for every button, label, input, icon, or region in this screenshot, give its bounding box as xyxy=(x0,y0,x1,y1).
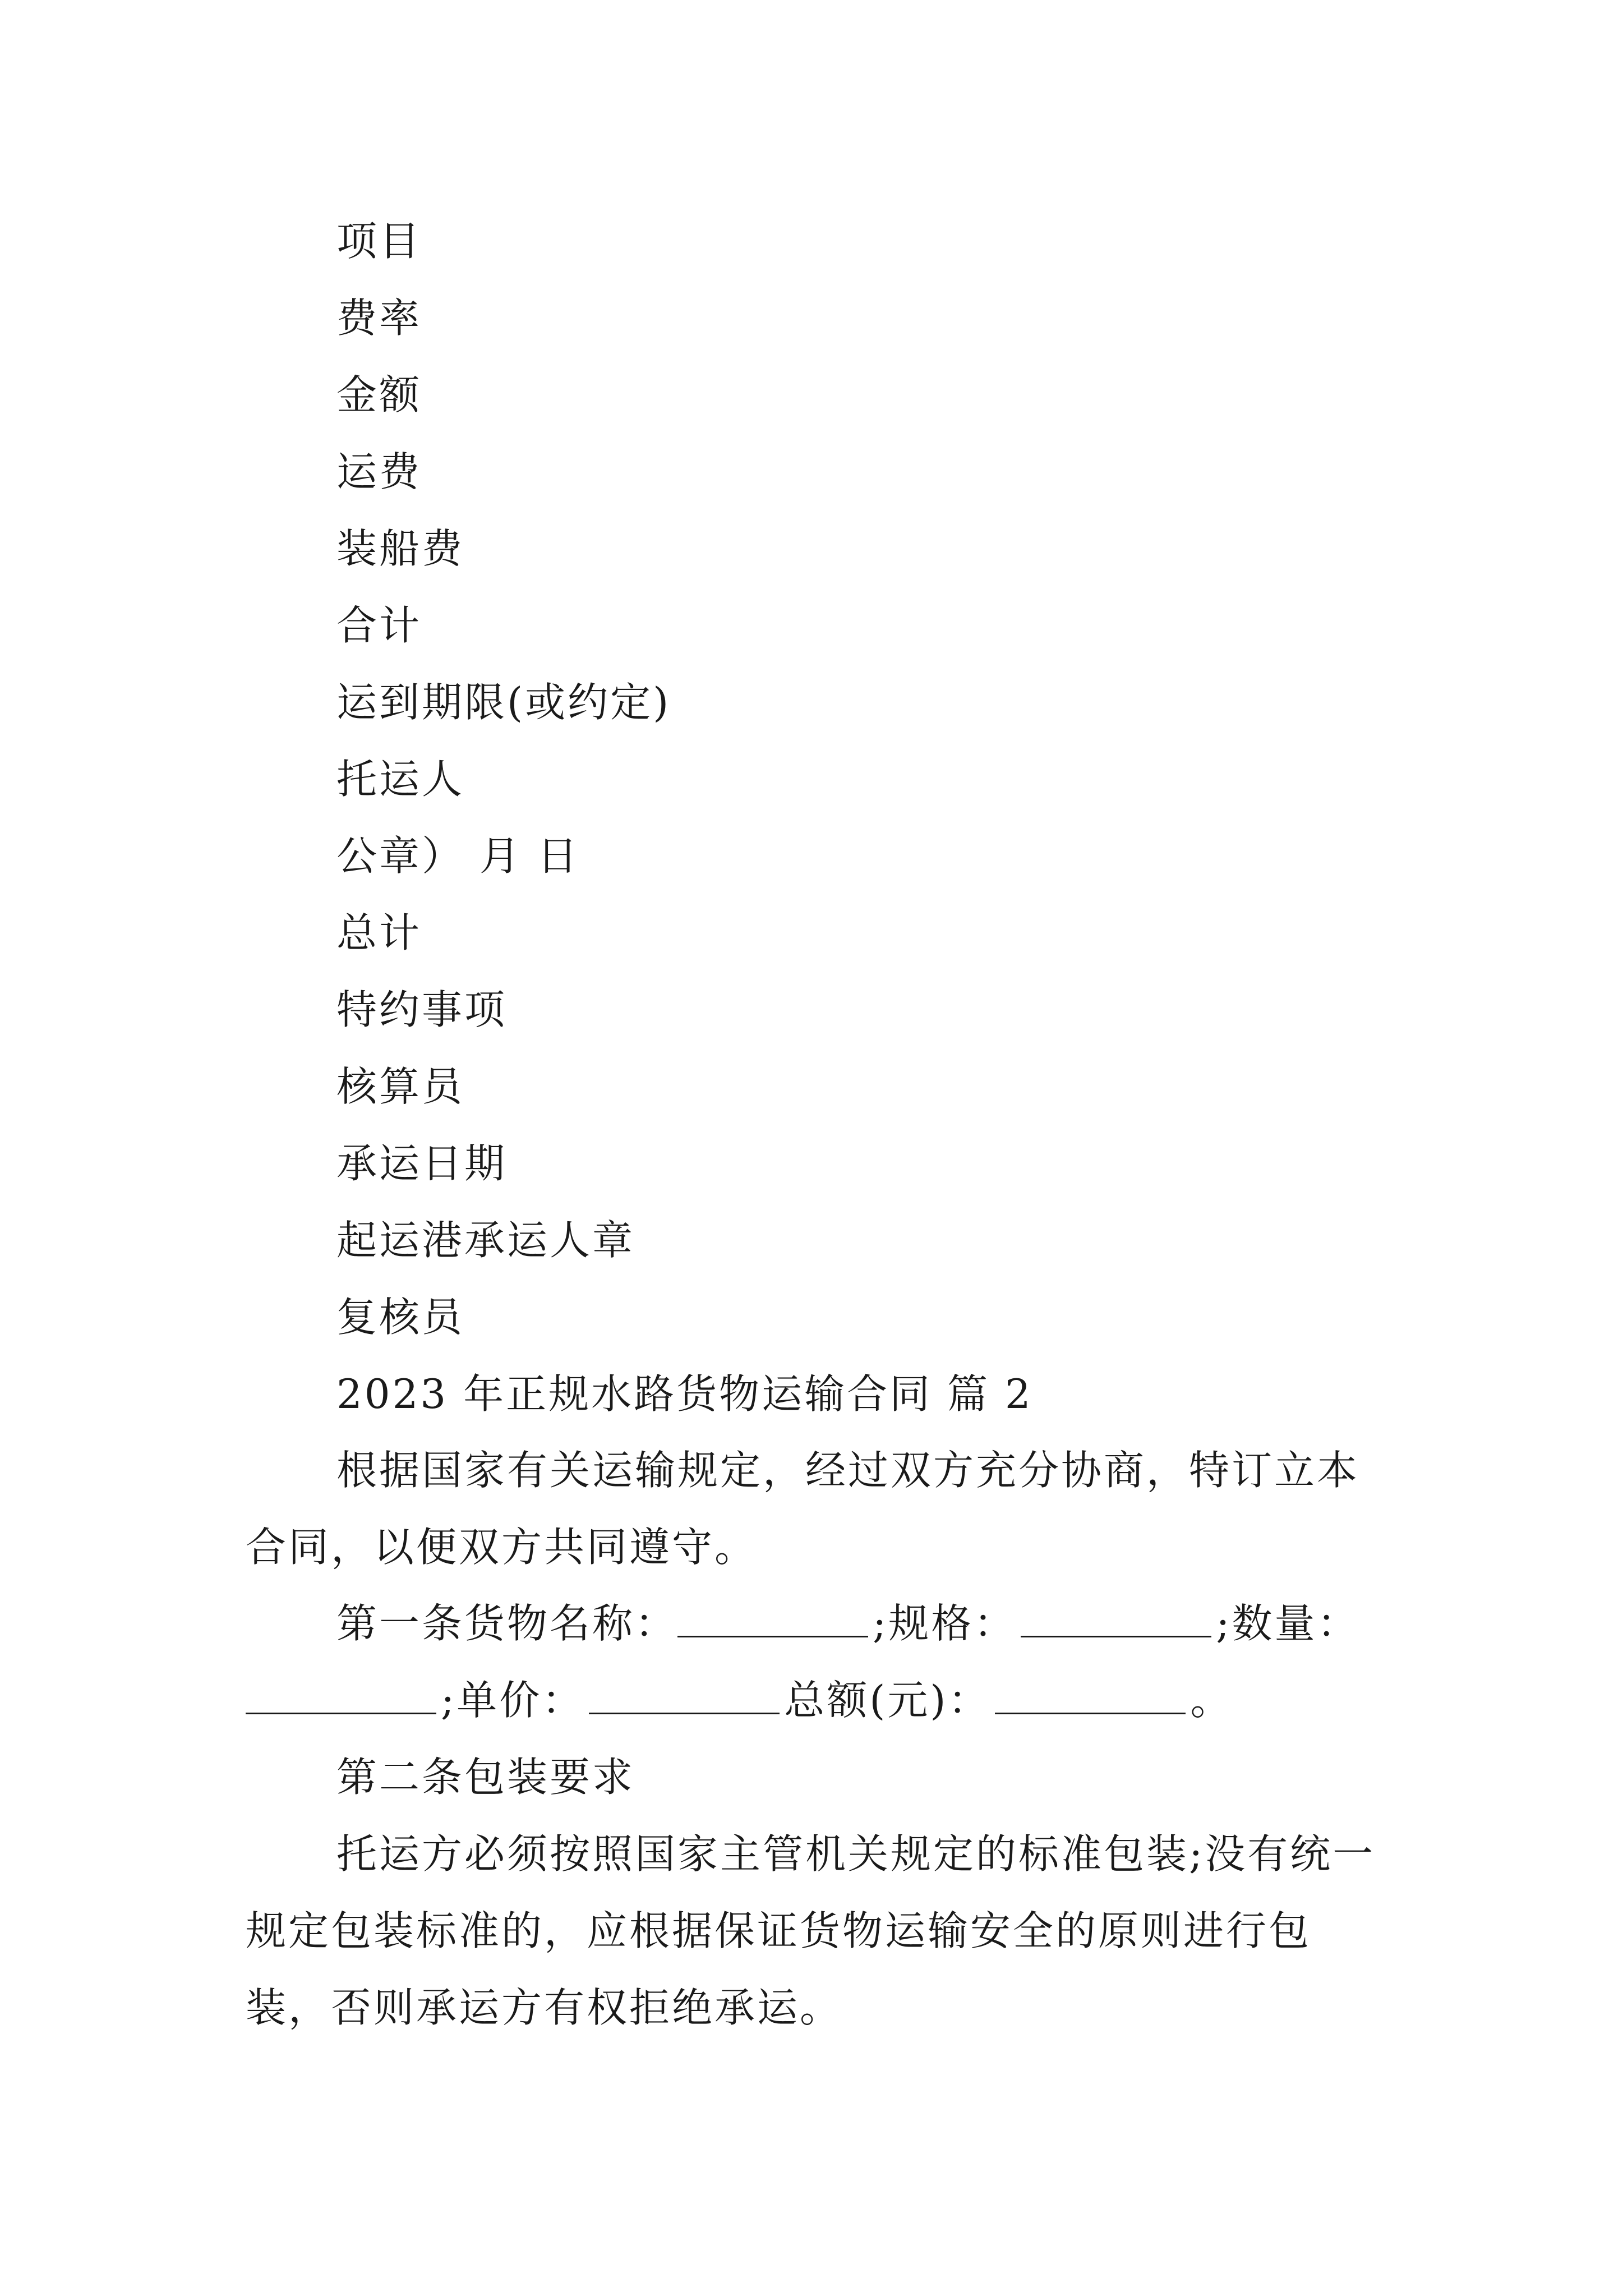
unit-price-blank[interactable] xyxy=(589,1679,780,1714)
item-line: 复核员 xyxy=(336,1294,465,1341)
item-line: 运费 xyxy=(336,448,422,495)
item-line: 运到期限(或约定) xyxy=(336,679,671,726)
spec-blank[interactable] xyxy=(1021,1602,1211,1637)
spec-label: ;规格： xyxy=(873,1600,1017,1647)
total-blank[interactable] xyxy=(995,1679,1186,1714)
item-line: 合计 xyxy=(336,602,422,649)
item-line: 核算员 xyxy=(336,1063,465,1110)
item-line: 起运港承运人章 xyxy=(336,1217,635,1264)
item-line: 公章） 月 日 xyxy=(336,832,580,880)
quantity-label: ;数量： xyxy=(1216,1600,1360,1647)
item-line: 费率 xyxy=(336,295,422,342)
item-line: 金额 xyxy=(336,371,422,418)
total-label: 总额(元)： xyxy=(784,1677,991,1724)
goods-name-label: 第一条货物名称： xyxy=(336,1600,678,1647)
goods-name-blank[interactable] xyxy=(677,1602,868,1637)
item-line: 承运日期 xyxy=(336,1140,508,1187)
article-2-title: 第二条包装要求 xyxy=(336,1754,635,1801)
item-line: 总计 xyxy=(336,909,422,956)
quantity-blank[interactable] xyxy=(246,1679,436,1714)
article-2-body: 托运方必须按照国家主管机关规定的标准包装;没有统一规定包装标准的，应根据保证货物运输安全的原则进行包装，否则承运方有权拒绝承运。 xyxy=(246,1830,1376,2031)
unit-price-label: ;单价： xyxy=(441,1677,585,1724)
item-line: 项目 xyxy=(336,218,422,265)
article-1-row-2 xyxy=(246,1672,1412,1728)
item-line: 托运人 xyxy=(336,756,465,803)
sentence-end: 。 xyxy=(1190,1677,1233,1724)
item-line: 装船费 xyxy=(336,525,465,572)
intro-paragraph: 根据国家有关运输规定，经过双方充分协商，特订立本合同，以便双方共同遵守。 xyxy=(246,1447,1360,1571)
item-line: 特约事项 xyxy=(336,986,508,1033)
article-1-row-1 xyxy=(336,1595,1402,1651)
section-title: 2023 年正规水路货物运输合同 篇 2 xyxy=(336,1370,1033,1418)
